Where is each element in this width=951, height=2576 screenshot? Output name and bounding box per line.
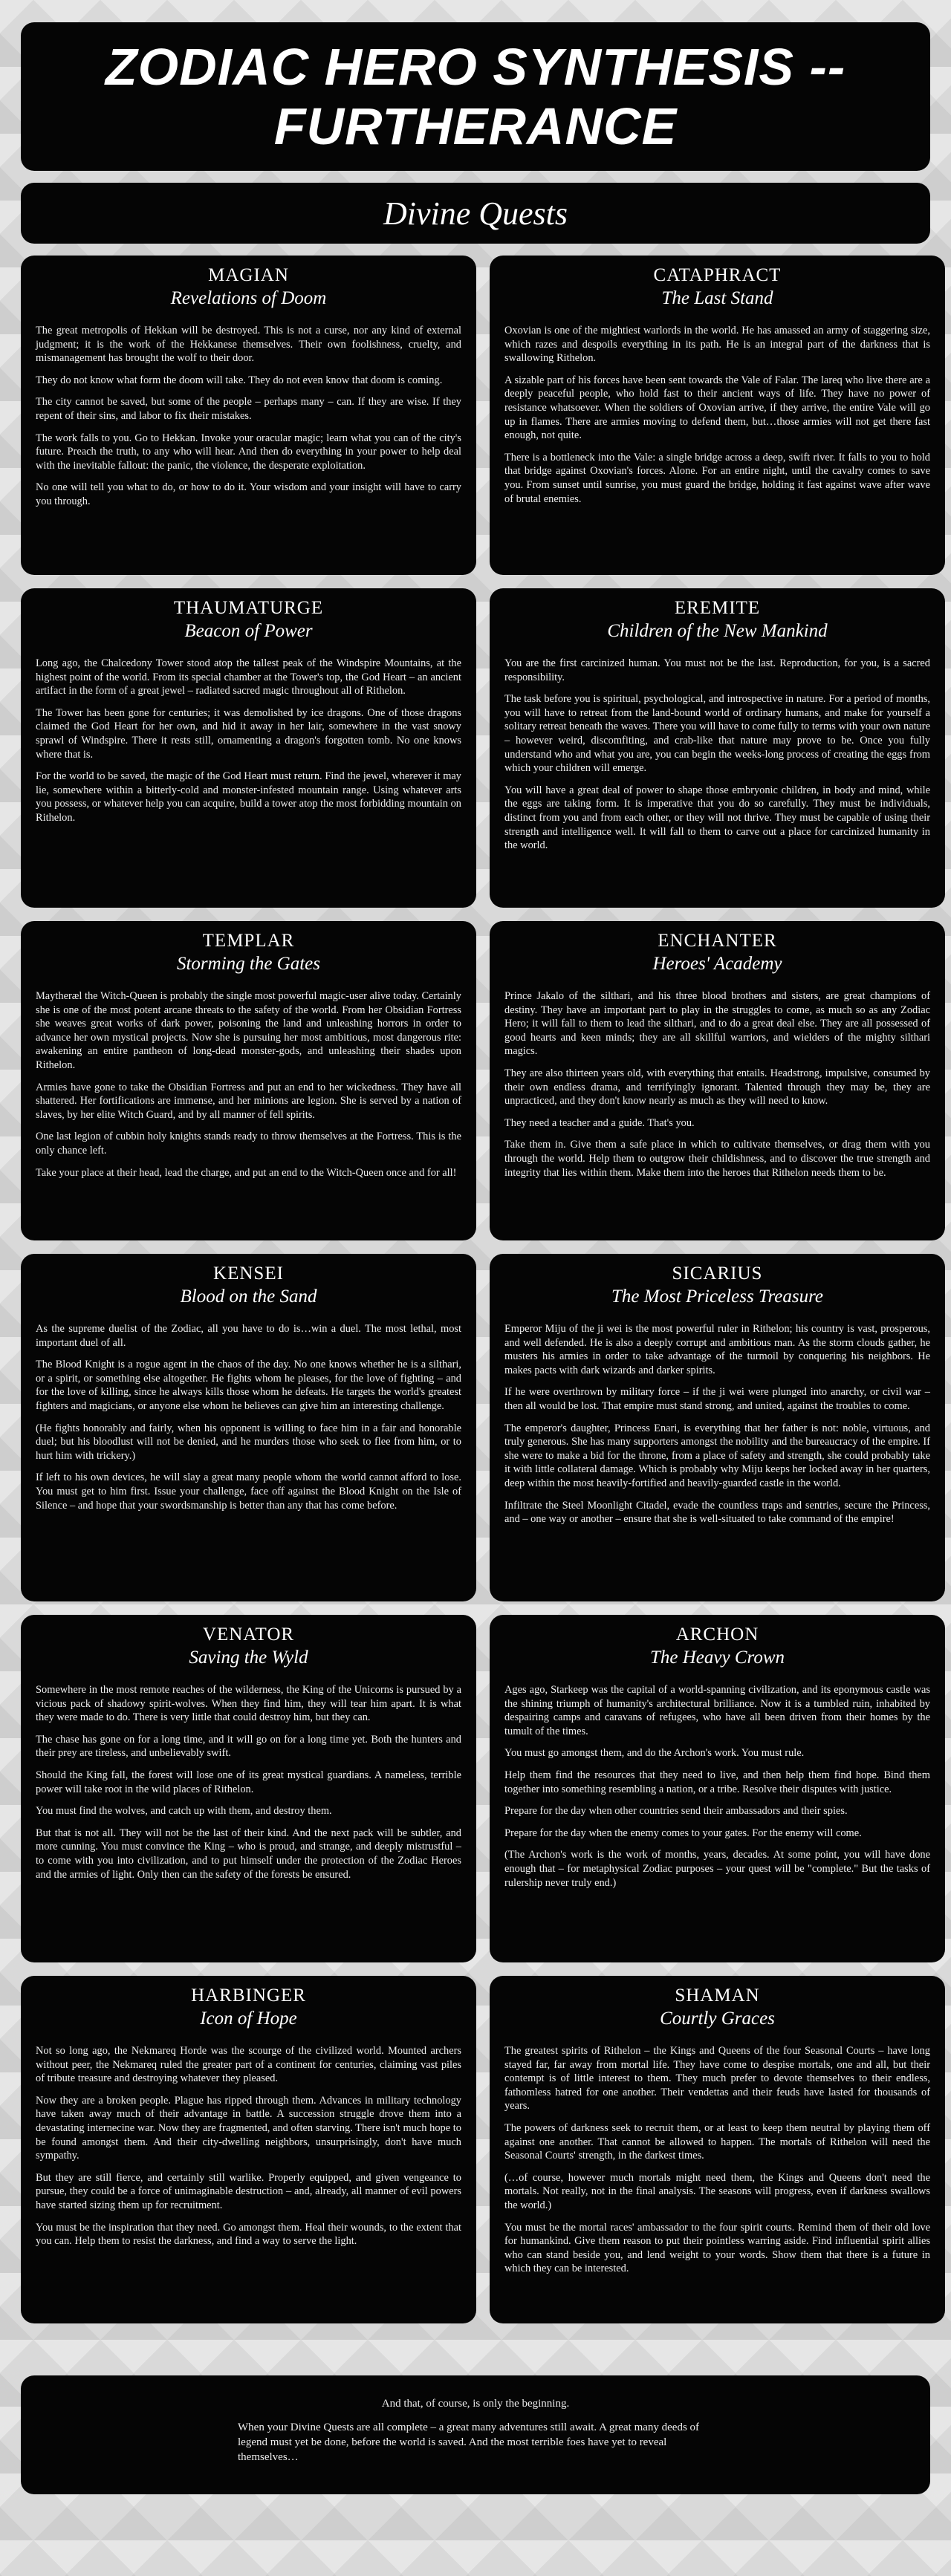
quest-name: ENCHANTER [658,931,777,951]
quest-subtitle: Storming the Gates [176,954,321,974]
page-title: ZODIAC HERO SYNTHESIS -- FURTHERANCE [105,38,846,155]
quest-paragraph: (He fights honorably and fairly, when his opponent is willing to face him in a fair and honorable duel; but his bloodlust will not be denied, and he murders those who seek to flee from him, or to hurt him with trickery.) [36,1422,461,1462]
quest-paragraph: Should the King fall, the forest will lose one of its great mystical guardians. A nameless, terrible power will take root in the wild places of Rithelon. [36,1769,461,1795]
quest-paragraph: As the supreme duelist of the Zodiac, all you have to do is…win a duel. The most lethal, most important duel of all. [36,1323,461,1349]
quest-name: HARBINGER [191,1985,306,2006]
footer-line-1: And that, of course, is only the beginning. [381,2398,570,2410]
quest-paragraph: No one will tell you what to do, or how to do it. Your wisdom and your insight will have to carry you through. [36,481,461,507]
footer-text [238,2396,713,2473]
quest-name: KENSEI [213,1263,284,1284]
quest-paragraph: The great metropolis of Hekkan will be destroyed. This is not a curse, nor any kind of external judgment; it is the work of the Hekkanese themselves. Their own foolishness, cruelty, and mismanagement has brought the wolf to their door. [36,325,461,365]
quest-name: SHAMAN [675,1985,760,2006]
title-banner [21,22,930,171]
quest-subtitle: Heroes' Academy [652,954,782,974]
quest-card-archon [490,1615,945,1962]
quest-paragraph: Take your place at their head, lead the charge, and put an end to the Witch-Queen once and for all! [36,1166,457,1179]
quest-subtitle: Courtly Graces [660,2009,775,2029]
quest-paragraph: If he were overthrown by military force – if the ji wei were plunged into anarchy, or civil war – then all would be lost. That empire must stand strong, and united, against the troubles to come. [504,1386,930,1412]
quest-paragraph: Oxovian is one of the mightiest warlords in the world. He has amassed an army of staggering size, which razes and despoils everything in its path. He is an integral part of the darkness that is swallowing Rithelon. [504,325,930,365]
quest-paragraph: You must go amongst them, and do the Archon's work. You must rule. [504,1747,805,1760]
quest-paragraph: Maytheræl the Witch-Queen is probably the single most powerful magic-user alive today. Certainly she is one of the most potent arcane threats to the safety of the world. From her Obsidian Fortress she weaves great works of dark power, poisoning the land and unleashing horrors in order to advance her own mystical projects. Now she is pursuing her most ambitious, most dangerous rite: awakening an entire pantheon of long-dead monster-gods, and unleashing their shades upon Rithelon. [36,990,461,1071]
quest-card-thaumaturge [21,588,476,908]
quest-paragraph: (The Archon's work is the work of months, years, decades. At some point, you will have done enough that – for metaphysical Zodiac purposes – your quest will be "complete." But the tasks of rulership never truly end.) [504,1849,930,1889]
quest-card-sicarius [490,1254,945,1601]
quest-paragraph: Not so long ago, the Nekmareq Horde was the scourge of the civilized world. Mounted archers without peer, the Nekmareq ruled the greater part of a continent for centuries, claiming vast piles of tribute treasure and destroying whatever they pleased. [36,2045,461,2085]
quest-paragraph: The emperor's daughter, Princess Enari, is everything that her father is not: noble, virtuous, and truly generous. She has many supporters amongst the nobility and the bureaucracy of the empire. If she were to make a bid for the throne, from a place of safety and strength, she could probably take it with little collateral damage. Which is probably why Miju keeps her locked away in her quarters, deep within the most heavily-fortified and heavily-guarded castle in the world. [504,1422,930,1489]
quest-paragraph: They are also thirteen years old, with everything that entails. Headstrong, impulsive, consumed by their own endless drama, and terrifyingly ignorant. Talented through they may be, they are unpracticed, and they don't know nearly as much as they will need to know. [504,1067,930,1108]
quest-paragraph: Infiltrate the Steel Moonlight Citadel, evade the countless traps and sentries, secure the Princess, and – one way or another – ensure that she is well-situated to take command of the empire! [504,1499,930,1526]
quest-paragraph: The chase has gone on for a long time, and it will go on for a long time yet. Both the hunters and their prey are tireless, and unbelievably swift. [36,1733,461,1760]
quest-paragraph: But that is not all. They will not be the last of their kind. And the next pack will be subtler, and more cunning. You must convince the King – who is proud, and strange, and deeply mistrustful – to come with you into civilization, and to put himself under the protection of the Zodiac Heroes and the armies of light. Only then can the safety of the forests be ensured. [36,1827,461,1881]
quest-paragraph: The greatest spirits of Rithelon – the Kings and Queens of the four Seasonal Courts – have long stayed far, far away from mortal life. They have come to despise mortals, one and all, but their contempt is of little interest to them. They much prefer to devote themselves to their endless, fathomless hatred for one another. Their vendettas and their feuds have lasted for thousands of years. [504,2045,930,2112]
quest-name: ARCHON [675,1624,759,1645]
quest-card-venator [21,1615,476,1962]
quest-paragraph: Ages ago, Starkeep was the capital of a world-spanning civilization, and its eponymous castle was the shining triumph of humanity's architectural brilliance. Now it is a tumbled ruin, inhabited by despairing camps and caravans of refugees, who have all been driven from their homes by the tumult of the times. [504,1684,930,1737]
quest-paragraph: (…of course, however much mortals might need them, the Kings and Queens don't need the mortals. Not really, not in the final analysis. The seasons will progress, even if darkness swallows the world.) [504,2171,930,2211]
quest-subtitle: Icon of Hope [200,2009,297,2029]
quest-paragraph: Emperor Miju of the ji wei is the most powerful ruler in Rithelon; his country is vast, prosperous, and well defended. He is also a deeply corrupt and ambitious man. As the storm clouds gather, he musters his armies in order to take advantage of the turmoil by conquering his neighbors. He makes pacts with dark wizards and darker spirits. [504,1323,930,1376]
footer-panel [21,2375,930,2494]
quest-card-templar [21,921,476,1240]
quest-paragraph: The work falls to you. Go to Hekkan. Invoke your oracular magic; learn what you can of the city's future. Preach the truth, to any who will hear. And then do everything in your power to help deal with the inevitable fallout: the panic, the violence, the desperate exploitation. [36,432,461,472]
quest-subtitle: Beacon of Power [184,621,313,641]
quest-subtitle: Children of the New Mankind [607,621,828,641]
quest-paragraph: You are the first carcinized human. You must not be the last. Reproduction, for you, is a sacred responsibility. [504,657,930,683]
quest-grid [21,256,930,2323]
quest-paragraph: You will have a great deal of power to shape those embryonic children, in body and mind, while the eggs are taking form. It is imperative that you do so carefully. They must be individuals, distinct from you and from each other, or they will not thrive. They must be capable of using their strength and intelligence well. It will fall to them to carve out a place for carcinized humanity in the world. [504,784,930,852]
quest-name: CATAPHRACT [653,265,782,285]
quest-card-kensei [21,1254,476,1601]
quest-paragraph: You must be the mortal races' ambassador to the four spirit courts. Remind them of their old love for humankind. Give them reason to put their pointless warring aside. Find influential spirit allies who can stand beside you, and lend weight to your words. Show them that there is a future in which they can be interested. [504,2221,930,2275]
quest-paragraph: There is a bottleneck into the Vale: a single bridge across a deep, swift river. It falls to you to hold that bridge against Oxovian's forces. Alone. For an entire night, until the cavalry comes to save you. From sunset until sunrise, you must guard the bridge, holding it fast against wave after wave of brutal enemies. [504,451,930,505]
quest-paragraph: The task before you is spiritual, psychological, and introspective in nature. For a period of months, you will have to retreat from the land-bound world of ordinary humans, and make for yourself a solitary retreat beneath the waves. There you will have to come fully to terms with your own nature – however weird, discomfiting, and crab-like that nature may prove to be. Once you fully understand who and what you are, you can begin the weeks-long process of creating the eggs from which your children will emerge. [504,693,930,775]
footer-line-2: When your Divine Quests are all complete – a great many adventures still await. A great many deeds of legend must yet be done, before the world is saved. And the most terrible foes have yet to reveal themselves… [238,2421,700,2463]
quest-paragraph: Somewhere in the most remote reaches of the wilderness, the King of the Unicorns is pursued by a vicious pack of shadowy spirit-wolves. When they find him, they will tear him apart. It is what they were made to do. There is very little that could destroy him, but they can. [36,1684,461,1724]
quest-name: EREMITE [674,598,761,618]
quest-paragraph: A sizable part of his forces have been sent towards the Vale of Falar. The lareq who live there are a deeply peaceful people, who hold fast to their ancient ways of life. They have no power of resistance whatsoever. When the soldiers of Oxovian arrive, if they arrive, the entire Vale will go up in flames. There are armies moving to defend them, but…those armies will not get there fast enough, not quite. [504,374,930,442]
quest-paragraph: Prepare for the day when the enemy comes to your gates. For the enemy will come. [504,1827,862,1839]
quest-paragraph: Prince Jakalo of the silthari, and his three blood brothers and sisters, are great champions of destiny. They have an important part to play in the struggles to come, as much so as any Zodiac Hero; it will fall to them to lead the silthari, and to do a great deal else. They are all possessed of good hearts and keen minds; they are all skillful warriors, and wielders of the mighty silthari magics. [504,990,930,1058]
quest-paragraph: The city cannot be saved, but some of the people – perhaps many – can. If they are wise. If they repent of their sins, and labor to fix their mistakes. [36,396,461,422]
quest-name: TEMPLAR [202,931,295,951]
quest-card-enchanter [490,921,945,1240]
quest-paragraph: Help them find the resources that they need to live, and then help them find hope. Bind them together into something resembling a nation, or a tribe. Resolve their disputes with justice. [504,1769,930,1795]
quest-card-magian [21,256,476,575]
quest-paragraph: For the world to be saved, the magic of the God Heart must return. Find the jewel, wherever it may lie, somewhere within a bitterly-cold and monster-infested mountain range. Using whatever arts you possess, or whatever help you can acquire, build a tower atop the most forbidding mountain on Rithelon. [36,770,461,824]
quest-card-shaman [490,1976,945,2323]
quest-name: THAUMATURGE [173,598,324,618]
quest-paragraph: If left to his own devices, he will slay a great many people whom the world cannot afford to lose. You must get to him first. Issue your challenge, face off against the Blood Knight on the Isle of Silence – and hope that your swordsmanship is better than any that has come before. [36,1471,461,1512]
subtitle-banner [21,183,930,244]
quest-paragraph: But they are still fierce, and certainly still warlike. Properly equipped, and given vengeance to pursue, they could be a force of unimaginable destruction – and, already, all manner of evil powers have started sizing them up for recruitment. [36,2171,461,2211]
quest-paragraph: Prepare for the day when other countries send their ambassadors and their spies. [504,1805,848,1818]
quest-paragraph: They do not know what form the doom will take. They do not even know that doom is coming. [36,374,443,386]
quest-paragraph: You must find the wolves, and catch up with them, and destroy them. [36,1805,332,1818]
quest-paragraph: Now they are a broken people. Plague has ripped through them. Advances in military technology have taken away much of their advantage in battle. A succession struggle drove them into a devastating internecine war. Now they are fragmented, and often starving. There isn't much hope to be found amongst them. And their city-dwelling neighbors, unsurprisingly, don't have much sympathy. [36,2094,461,2162]
quest-paragraph: You must be the inspiration that they need. Go amongst them. Heal their wounds, to the extent that you can. Help them to resist the darkness, and find a way to serve the light. [36,2221,461,2248]
quest-card-harbinger [21,1976,476,2323]
quest-paragraph: The Tower has been gone for centuries; it was demolished by ice dragons. One of those dragons claimed the God Heart for her own, and hid it away in her lair, somewhere in the vast snowy sprawl of Windspire. There it rests still, ornamenting a dragon's forgotten tomb. No one knows where that is. [36,706,461,761]
quest-paragraph: The powers of darkness seek to recruit them, or at least to keep them neutral by playing them off against one another. That cannot be allowed to happen. The mortals of Rithelon will need the Seasonal Courts' strength, in the darkest times. [504,2121,930,2162]
quest-subtitle: The Most Priceless Treasure [611,1287,823,1307]
quest-subtitle: Blood on the Sand [180,1287,317,1307]
quest-paragraph: The Blood Knight is a rogue agent in the chaos of the day. No one knows whether he is a silthari, or a spirit, or something else altogether. He fights whom he pleases, for the love of fighting – and for the love of killing, since he always kills those whom he defeats. He targets the world's greatest fighters and magicians, or anyone else whom he believes can give him an interesting challenge. [36,1359,461,1412]
quest-name: SICARIUS [672,1263,763,1284]
quest-paragraph: Long ago, the Chalcedony Tower stood atop the tallest peak of the Windspire Mountains, at the highest point of the world. From its special chamber at the Tower's top, the God Heart – an ancient artifact in the form of a great jewel – radiated sacred magic throughout all of Rithelon. [36,657,461,697]
quest-card-eremite [490,588,945,908]
quest-subtitle: Saving the Wyld [189,1648,308,1668]
quest-subtitle: The Heavy Crown [650,1648,785,1668]
quest-paragraph: They need a teacher and a guide. That's you. [504,1116,695,1129]
quest-paragraph: Take them in. Give them a safe place in which to cultivate themselves, or drag them with you through the world. Help them to outgrow their childishness, and to discover the true strength and integrity that lies within them. Make them into the heroes that Rithelon needs them to be. [504,1139,930,1179]
quest-paragraph: Armies have gone to take the Obsidian Fortress and put an end to her wickedness. They have all shattered. Her fortifications are immense, and her minions are legion. She is served by a nation of slaves, by her elite Witch Guard, and by all manner of fell spirits. [36,1081,461,1121]
quest-name: MAGIAN [208,265,289,285]
quest-card-cataphract [490,256,945,575]
page-subtitle: Divine Quests [383,195,568,232]
quest-subtitle: The Last Stand [661,288,773,308]
quest-name: VENATOR [202,1624,295,1645]
quest-paragraph: One last legion of cubbin holy knights stands ready to throw themselves at the Fortress. This is the only chance left. [36,1131,461,1157]
quest-subtitle: Revelations of Doom [170,288,327,308]
